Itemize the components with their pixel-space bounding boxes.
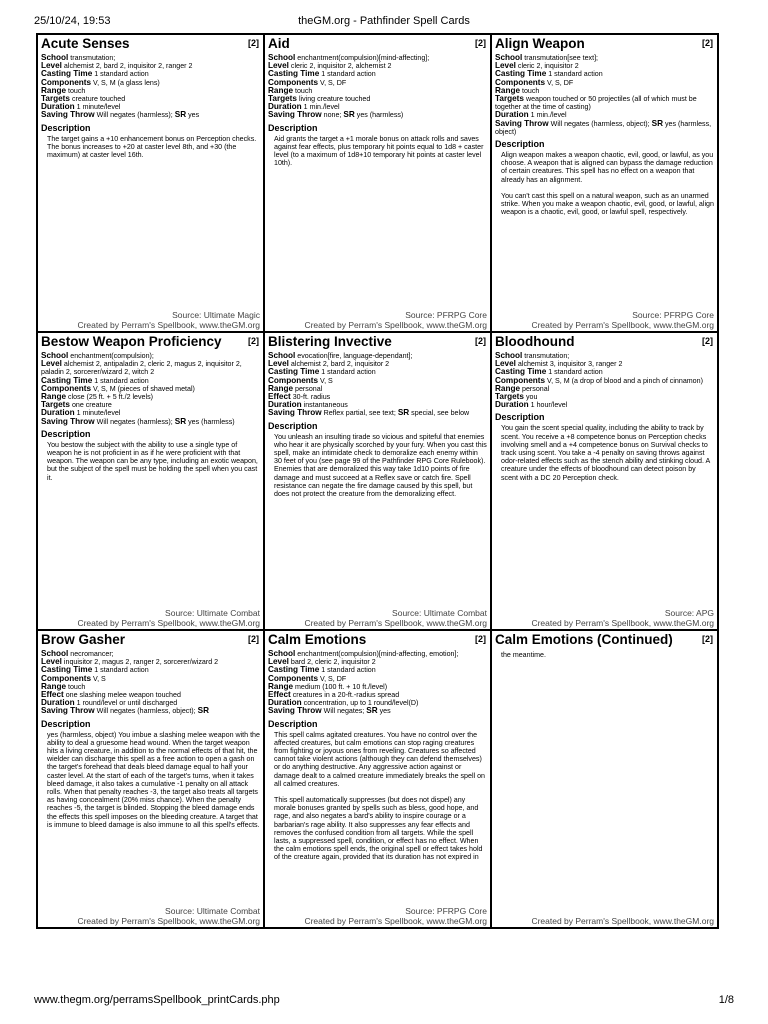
source-line: Source: Ultimate Combat [165, 906, 260, 916]
range-line: Range touch [41, 85, 86, 95]
duration-line: Duration concentration, up to 1 round/level(D) [268, 698, 419, 708]
school-line: School enchantment(compulsion)[mind-affecting]; [268, 53, 430, 62]
saving-throw-line: Saving Throw Will negates; SR yes [268, 706, 391, 716]
credit-line: Created by Perram's Spellbook, www.theGM.org [304, 916, 487, 926]
targets-line: Targets living creature touched [268, 94, 371, 104]
range-line: Range medium (100 ft. + 10 ft./level) [268, 681, 388, 691]
spell-count: [2] [248, 38, 259, 48]
spell-name: Calm Emotions (Continued) [495, 632, 673, 647]
spell-card-align-weapon [491, 34, 718, 332]
spell-count: [2] [702, 634, 713, 644]
source-line: Source: APG [664, 608, 714, 618]
description-heading: Description [268, 420, 318, 431]
components-line: Components V, S, M (pieces of shaved metal) [41, 383, 195, 393]
saving-throw-line: Saving Throw none; SR yes (harmless) [268, 110, 404, 120]
spell-card-aid [264, 34, 491, 332]
print-timestamp: 25/10/24, 19:53 [34, 15, 111, 27]
components-line: Components V, S [268, 375, 333, 385]
level-line: Level alchemist 2, bard 2, inquisitor 2 [268, 359, 390, 369]
effect-line: Effect creatures in a 20-ft.-radius spread [268, 690, 400, 700]
saving-throw-line: Saving Throw Will negates (harmless, object); SR yes (harmless, object) [495, 118, 712, 136]
description: You gain the scent special quality, including the ability to track by scent. You receive a +8 competence bonus on Perception checks involving smell and a +4 competence bonus on Survival checks to track using scent. You take a -4 penalty on saving throws against odor-related effects such as the stench ability and stinking cloud. A creature under the effects of bloodhound can detect poison by scent with a DC 20 Perception check. [501, 424, 710, 482]
casting-time-line: Casting Time 1 standard action [41, 375, 149, 385]
spell-name: Align Weapon [495, 36, 585, 51]
description: the meantime. [501, 651, 546, 659]
spell-name: Bloodhound [495, 334, 575, 349]
school-line: School transmutation[see text]; [495, 53, 599, 62]
saving-throw-line: Saving Throw Will negates (harmless); SR yes (harmless) [41, 416, 235, 426]
spell-name: Aid [268, 36, 290, 51]
casting-time-line: Casting Time 1 standard action [495, 367, 603, 377]
spell-card-bloodhound [491, 332, 718, 630]
print-footer [0, 994, 768, 1008]
spell-name: Acute Senses [41, 36, 130, 51]
level-line: Level cleric 2, inquisitor 2 [495, 61, 579, 71]
components-line: Components V, S, M (a drop of blood and a pinch of cinnamon) [495, 375, 703, 385]
print-header [0, 15, 768, 29]
range-line: Range touch [268, 85, 313, 95]
duration-line: Duration 1 minute/level [41, 102, 121, 112]
spell-count: [2] [702, 38, 713, 48]
saving-throw-line: Saving Throw Reflex partial, see text; SR special, see below [268, 408, 470, 418]
spell-count: [2] [475, 336, 486, 346]
saving-throw-line: Saving Throw Will negates (harmless, object); SR [41, 706, 209, 716]
source-line: Source: Ultimate Combat [392, 608, 487, 618]
credit-line: Created by Perram's Spellbook, www.theGM.org [304, 320, 487, 330]
range-line: Range touch [41, 681, 86, 691]
casting-time-line: Casting Time 1 standard action [41, 69, 149, 79]
casting-time-line: Casting Time 1 standard action [41, 665, 149, 675]
spell-name: Brow Gasher [41, 632, 126, 647]
saving-throw-line: Saving Throw Will negates (harmless); SR yes [41, 110, 200, 120]
description: This spell calms agitated creatures. You have no control over the affected creatures, but calm emotions can stop raging creatures from fighting or joyous ones from reveling. Creatures so affected cannot take violent actions (although they can defend themselves) or do anything destructive. Any aggressive action against or damage dealt to a calmed creature immediately breaks the spell on all calmed creatures. This spell automatically suppresses (but does not dispel) any morale bonuses granted by spells such as bless, good hope, and rage, and also negates a bard's ability to inspire courage or a barbarian's rage ability. It also suppresses any fear effects and removes the confused condition from all targets. While the spell lasts, a suppressed spell, condition, or effect has no effect. When the calm emotions spell ends, the original spell or effect takes hold of the creature again, provided that its duration has not expired in [274, 730, 485, 862]
description: You unleash an insulting tirade so vicious and spiteful that enemies who hear it are physically scorched by your fury. When you cast this spell, make an intimidate check to demoralize each enemy within 30 feet of you (see page 99 of the Pathfinder RPG Core Rulebook). Enemies that are demoralized this way take 1d10 points of fire damage and must succeed at a Reflex save or catch fire. Spell resistance can negate the fire damage caused by this spell, but does not protect the creature from the demoralizing effect. [274, 432, 487, 499]
level-line: Level cleric 2, inquisitor 2, alchemist 2 [268, 61, 392, 71]
duration-line: Duration 1 minute/level [41, 408, 121, 418]
spell-name: Calm Emotions [268, 632, 367, 647]
source-line: Source: PFRPG Core [632, 310, 714, 320]
spell-count: [2] [475, 634, 486, 644]
level-line: Level bard 2, cleric 2, inquisitor 2 [268, 657, 376, 667]
description-heading: Description [268, 718, 318, 729]
school-line: School enchantment(compulsion)[mind-affecting, emotion]; [268, 649, 459, 658]
description: You bestow the subject with the ability to use a single type of weapon he is not proficient in as if he were proficient with that weapon. The weapon can be any type, including an exotic weapon, but the subject of the spell must be holding the spell when you cast it. [47, 440, 258, 482]
description-heading: Description [495, 139, 545, 150]
credit-line: Created by Perram's Spellbook, www.theGM.org [304, 618, 487, 628]
source-line: Source: PFRPG Core [405, 310, 487, 320]
spell-name: Bestow Weapon Proficiency [41, 334, 222, 349]
effect-line: Effect one slashing melee weapon touched [41, 690, 181, 700]
spell-card-calm-emotions [264, 630, 491, 928]
duration-line: Duration instantaneous [268, 400, 348, 410]
source-line: Source: PFRPG Core [405, 906, 487, 916]
components-line: Components V, S [41, 673, 106, 683]
description-heading: Description [41, 122, 91, 133]
description-heading: Description [495, 412, 545, 423]
components-line: Components V, S, DF [268, 77, 347, 87]
credit-line: Created by Perram's Spellbook, www.theGM.org [77, 618, 260, 628]
school-line: School transmutation; [41, 53, 116, 62]
spell-count: [2] [248, 336, 259, 346]
credit-line: Created by Perram's Spellbook, www.theGM.org [531, 320, 714, 330]
casting-time-line: Casting Time 1 standard action [495, 69, 603, 79]
level-line: Level alchemist 2, antipaladin 2, cleric 2, magus 2, inquisitor 2, paladin 2, sorcerer/wizard 2, witch 2 [41, 359, 242, 377]
page-number: 1/8 [718, 994, 734, 1006]
spell-card-calm-emotions-continued [491, 630, 718, 928]
targets-line: Targets one creature [41, 400, 112, 410]
range-line: Range close (25 ft. + 5 ft./2 levels) [41, 392, 153, 402]
duration-line: Duration 1 round/level or until discharged [41, 698, 178, 708]
spell-card-blistering-invective [264, 332, 491, 630]
spell-name: Blistering Invective [268, 334, 392, 349]
source-line: Source: Ultimate Magic [172, 310, 260, 320]
range-line: Range personal [268, 383, 323, 393]
effect-line: Effect 30-ft. radius [268, 392, 331, 402]
spell-count: [2] [248, 634, 259, 644]
casting-time-line: Casting Time 1 standard action [268, 367, 376, 377]
spell-card-grid [36, 33, 719, 929]
targets-line: Targets creature touched [41, 94, 126, 104]
description: Align weapon makes a weapon chaotic, evil, good, or lawful, as you choose. A weapon that is aligned can bypass the damage reduction of certain creatures. This spell has no effect on a weapon that already has an alignment. You can't cast this spell on a natural weapon, such as an unarmed strike. When you make a weapon chaotic, evil, good, or lawful, align weapon is a chaotic, evil, good, or lawful spell, respectively. [501, 151, 714, 217]
description-heading: Description [41, 428, 91, 439]
duration-line: Duration 1 min./level [495, 110, 567, 120]
print-title: theGM.org - Pathfinder Spell Cards [298, 15, 470, 27]
duration-line: Duration 1 hour/level [495, 400, 568, 410]
credit-line: Created by Perram's Spellbook, www.theGM.org [531, 916, 714, 926]
school-line: School evocation[fire, language-dependant]; [268, 351, 413, 360]
school-line: School enchantment(compulsion); [41, 351, 154, 360]
level-line: Level alchemist 2, bard 2, inquisitor 2, ranger 2 [41, 61, 193, 71]
school-line: School necromancer; [41, 649, 114, 658]
duration-line: Duration 1 min./level [268, 102, 340, 112]
casting-time-line: Casting Time 1 standard action [268, 665, 376, 675]
spell-card-acute-senses [37, 34, 264, 332]
range-line: Range touch [495, 85, 540, 95]
description: Aid grants the target a +1 morale bonus on attack rolls and saves against fear effects, plus temporary hit points equal to 1d8 + caster level (to a maximum of 1d8+10 temporary hit points at caster level 10th). [274, 134, 484, 168]
spell-count: [2] [702, 336, 713, 346]
credit-line: Created by Perram's Spellbook, www.theGM.org [77, 320, 260, 330]
level-line: Level inquisitor 2, magus 2, ranger 2, sorcerer/wizard 2 [41, 657, 219, 667]
credit-line: Created by Perram's Spellbook, www.theGM.org [77, 916, 260, 926]
credit-line: Created by Perram's Spellbook, www.theGM.org [531, 618, 714, 628]
school-line: School transmutation; [495, 351, 570, 360]
spell-card-bestow-weapon-proficiency [37, 332, 264, 630]
components-line: Components V, S, DF [268, 673, 347, 683]
description-heading: Description [41, 718, 91, 729]
source-line: Source: Ultimate Combat [165, 608, 260, 618]
targets-line: Targets weapon touched or 50 projectiles (all of which must be together at the time of casting) [495, 94, 697, 112]
print-url: www.thegm.org/perramsSpellbook_printCards.php [34, 994, 280, 1006]
spell-card-brow-gasher [37, 630, 264, 928]
casting-time-line: Casting Time 1 standard action [268, 69, 376, 79]
spell-count: [2] [475, 38, 486, 48]
components-line: Components V, S, DF [495, 77, 574, 87]
description: yes (harmless, object) You imbue a slashing melee weapon with the ability to deal a gruesome head wound. When the target weapon hits a living creature, in addition to the normal effects of that hit, the wielder can discharge this spell as a free action to open a gash on the target's forehead that deals bleed damage equal to half your caster level. At the start of each of the target's turns, when it takes bleed damage, it also takes a cumulative -1 penalty on all attack rolls. When that penalty reaches -3, the target also treats all targets as having concealment (20% miss chance). When the penalty reaches -5, the target is blinded. Stopping the bleed damage ends the effects this spell imposes on the bleeding creature. A target that is immune to bleed damage is also immune to all this spell's effects. [47, 730, 260, 829]
components-line: Components V, S, M (a glass lens) [41, 77, 160, 87]
description: The target gains a +10 enhancement bonus on Perception checks. The bonus increases to +20 at caster level 8th, and +30 (the maximum) at caster level 16th. [47, 134, 257, 160]
targets-line: Targets you [495, 392, 538, 402]
range-line: Range personal [495, 383, 550, 393]
level-line: Level alchemist 3, inquisitor 3, ranger 2 [495, 359, 623, 369]
description-heading: Description [268, 122, 318, 133]
